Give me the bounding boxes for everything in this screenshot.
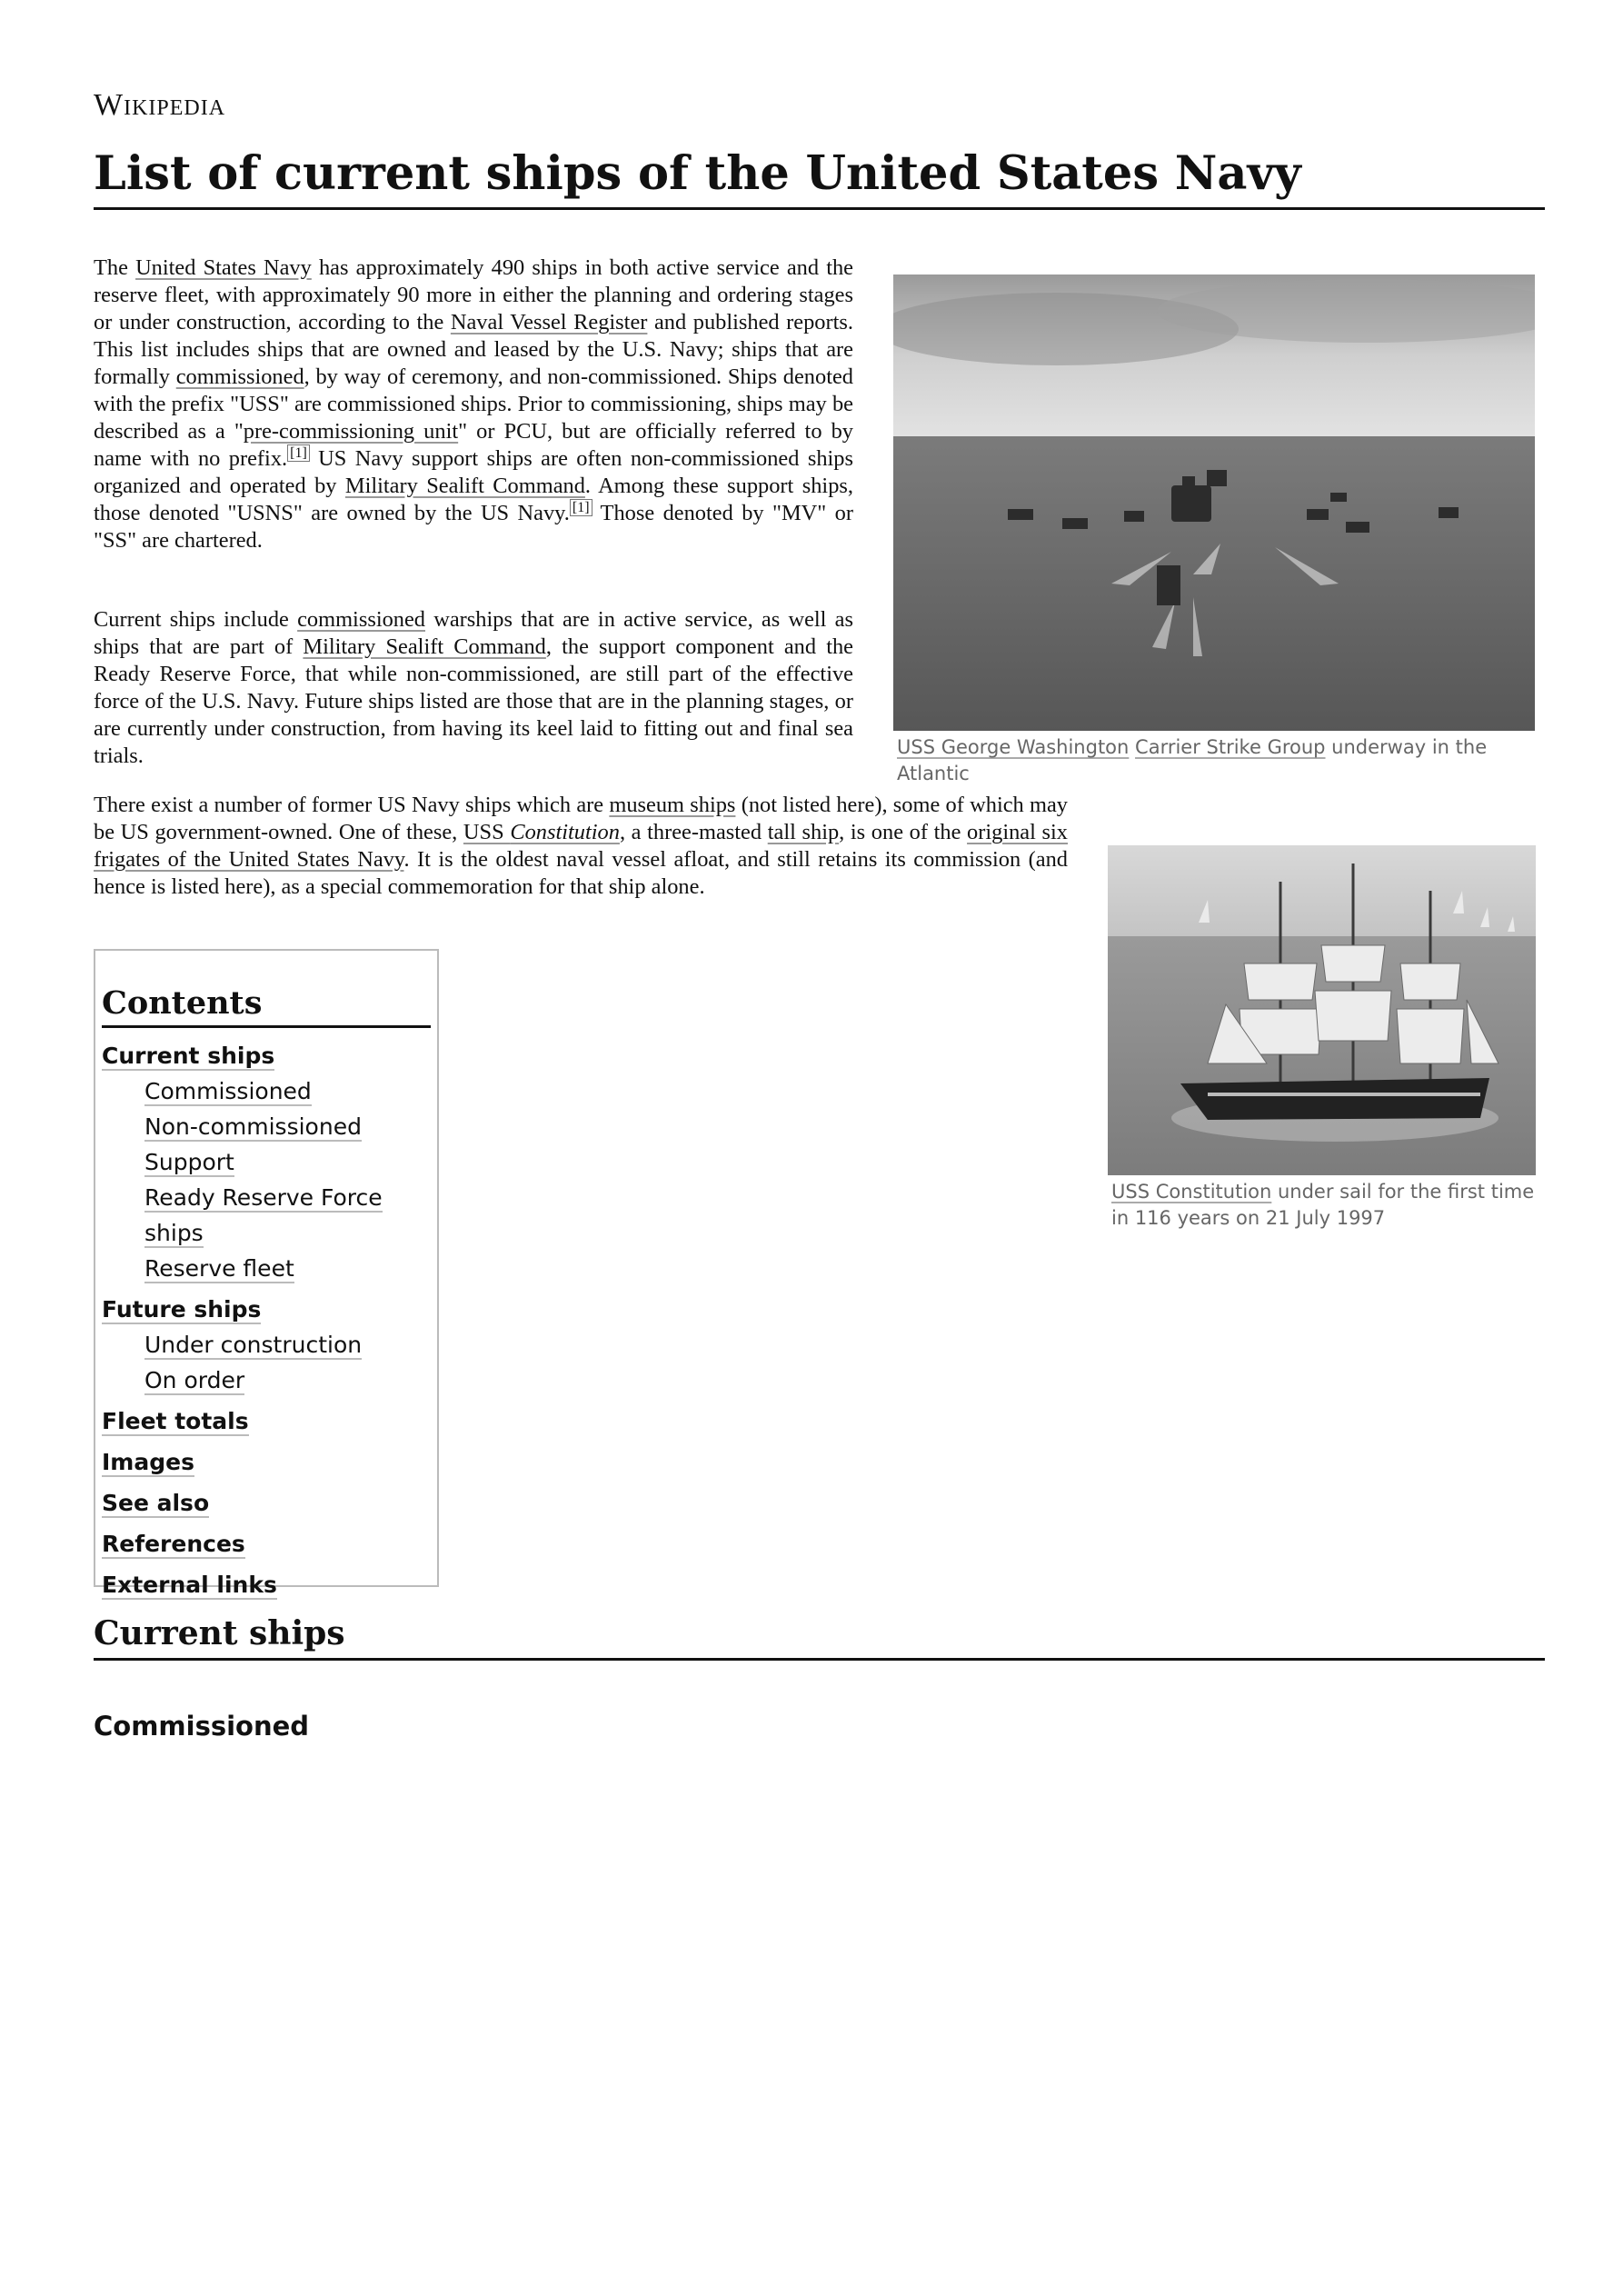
intro-paragraph-3: There exist a number of former US Navy ships which are museum ships (not listed here), some of which may be US government-owned. One of these, USS Constitution, a three-masted tall ship, is one of the original six frigates of the United States Navy. It is the oldest naval vessel afloat, and still retains its commission (and hence is listed here), as a special commemoration for that ship alone. bbox=[94, 793, 1069, 899]
link-uss-george-washington[interactable]: USS George Washington bbox=[897, 736, 1130, 758]
uss-constitution-caption: USS Constitution under sail for the first time in 116 years on 21 July 1997 bbox=[1111, 1181, 1535, 1229]
link-tall-ship[interactable]: tall ship bbox=[767, 820, 840, 844]
toc-item-external-links[interactable]: External links bbox=[102, 1572, 277, 1598]
link-museum-ships[interactable]: museum ships bbox=[609, 793, 736, 817]
link-uss-constitution[interactable]: USS Constitution bbox=[1111, 1181, 1272, 1203]
toc-list bbox=[102, 1039, 431, 1602]
toc-subitem-on-order[interactable]: On order bbox=[144, 1367, 245, 1393]
uss-constitution-photo[interactable] bbox=[1108, 845, 1536, 1175]
table-of-contents bbox=[94, 949, 439, 1598]
toc-group-fleet-totals bbox=[102, 1404, 431, 1439]
toc-subitem-support[interactable]: Support bbox=[144, 1149, 234, 1175]
citation-link[interactable]: [1] bbox=[287, 444, 310, 462]
citation-link[interactable]: [1] bbox=[570, 499, 592, 516]
toc-title: Contents bbox=[102, 983, 431, 1028]
toc-subitem-non-commissioned[interactable]: Non-commissioned bbox=[144, 1113, 362, 1140]
toc-subitem-under-construction[interactable]: Under construction bbox=[144, 1332, 363, 1358]
toc-group-references bbox=[102, 1527, 431, 1562]
toc-item-references[interactable]: References bbox=[102, 1531, 245, 1557]
toc-group-see-also bbox=[102, 1486, 431, 1521]
link-military-sealift-command[interactable]: Military Sealift Command bbox=[303, 634, 546, 659]
section-heading-current-ships: Current ships bbox=[94, 1612, 1545, 1661]
toc-subitem-commissioned[interactable]: Commissioned bbox=[144, 1078, 312, 1104]
toc-item-future-ships[interactable]: Future ships bbox=[102, 1296, 262, 1323]
figure-carrier-strike-group bbox=[893, 275, 1535, 787]
intro-paragraph-1: The United States Navy has approximately 490 ships in both active service and the reserve fleet, with approximately 90 more in either the planning and ordering stages or under construction, according to the Naval Vessel Register and published reports. This list includes ships that are owned and leased by the U.S. Navy; ships that are formally commissioned, by way of ceremony, and non-commissioned. Ships denoted with the prefix "USS" are commissioned ships. Prior to commissioning, ships may be described as a "pre-commissioning unit" or PCU, but are officially referred to by name with no prefix. [1] US Navy support ships are often non-commissioned ships organized and operated by Military Sealift Command. Among these support ships, those denoted "USNS" are owned by the US Navy. [1] Those denoted by "MV" or "SS" are chartered. bbox=[94, 255, 854, 553]
link-commissioned[interactable]: commissioned bbox=[297, 607, 426, 632]
link-pre-commissioning-unit[interactable]: pre-commissioning unit bbox=[243, 419, 459, 444]
link-uss-constitution[interactable]: USS Constitution bbox=[463, 820, 620, 844]
toc-subitem-reserve-fleet[interactable]: Reserve fleet bbox=[144, 1255, 294, 1282]
toc-item-images[interactable]: Images bbox=[102, 1449, 194, 1475]
carrier-strike-group-caption: USS George Washington Carrier Strike Group underway in the Atlantic bbox=[897, 736, 1488, 784]
link-original-six-frigates-of-the-united-states-navy[interactable]: original six frigates of the United States Navy bbox=[94, 820, 1069, 872]
toc-item-see-also[interactable]: See also bbox=[102, 1490, 210, 1516]
link-carrier-strike-group[interactable]: Carrier Strike Group bbox=[1135, 736, 1326, 758]
carrier-strike-group-photo[interactable] bbox=[893, 275, 1535, 731]
link-united-states-navy[interactable]: United States Navy bbox=[135, 255, 312, 280]
wikipedia-wordmark[interactable]: Wikipedia bbox=[94, 88, 226, 122]
subsection-heading-commissioned: Commissioned bbox=[94, 1711, 310, 1742]
toc-item-current-ships[interactable]: Current ships bbox=[102, 1043, 275, 1069]
toc-group-images bbox=[102, 1445, 431, 1480]
page-title: List of current ships of the United States Navy bbox=[94, 144, 1545, 210]
link-commissioned[interactable]: commissioned bbox=[175, 364, 304, 389]
link-naval-vessel-register[interactable]: Naval Vessel Register bbox=[450, 310, 648, 334]
figure-uss-constitution bbox=[1108, 845, 1536, 1232]
intro-paragraph-2: Current ships include commissioned warships that are in active service, as well as ships that are part of Military Sealift Command, the support component and the Ready Reserve Force, that while non-commissioned, are still part of the effective force of the U.S. Navy. Future ships listed are those that are in the planning stages, or are currently under construction, from having its keel laid to fitting out and final sea trials. bbox=[94, 607, 853, 768]
toc-group-future-ships bbox=[102, 1293, 431, 1398]
toc-subitem-ready-reserve-force-ships[interactable]: Ready Reserve Force ships bbox=[144, 1184, 383, 1246]
toc-group-external-links bbox=[102, 1568, 431, 1602]
link-military-sealift-command[interactable]: Military Sealift Command bbox=[344, 474, 585, 498]
toc-group-current-ships bbox=[102, 1039, 431, 1286]
toc-item-fleet-totals[interactable]: Fleet totals bbox=[102, 1408, 249, 1434]
